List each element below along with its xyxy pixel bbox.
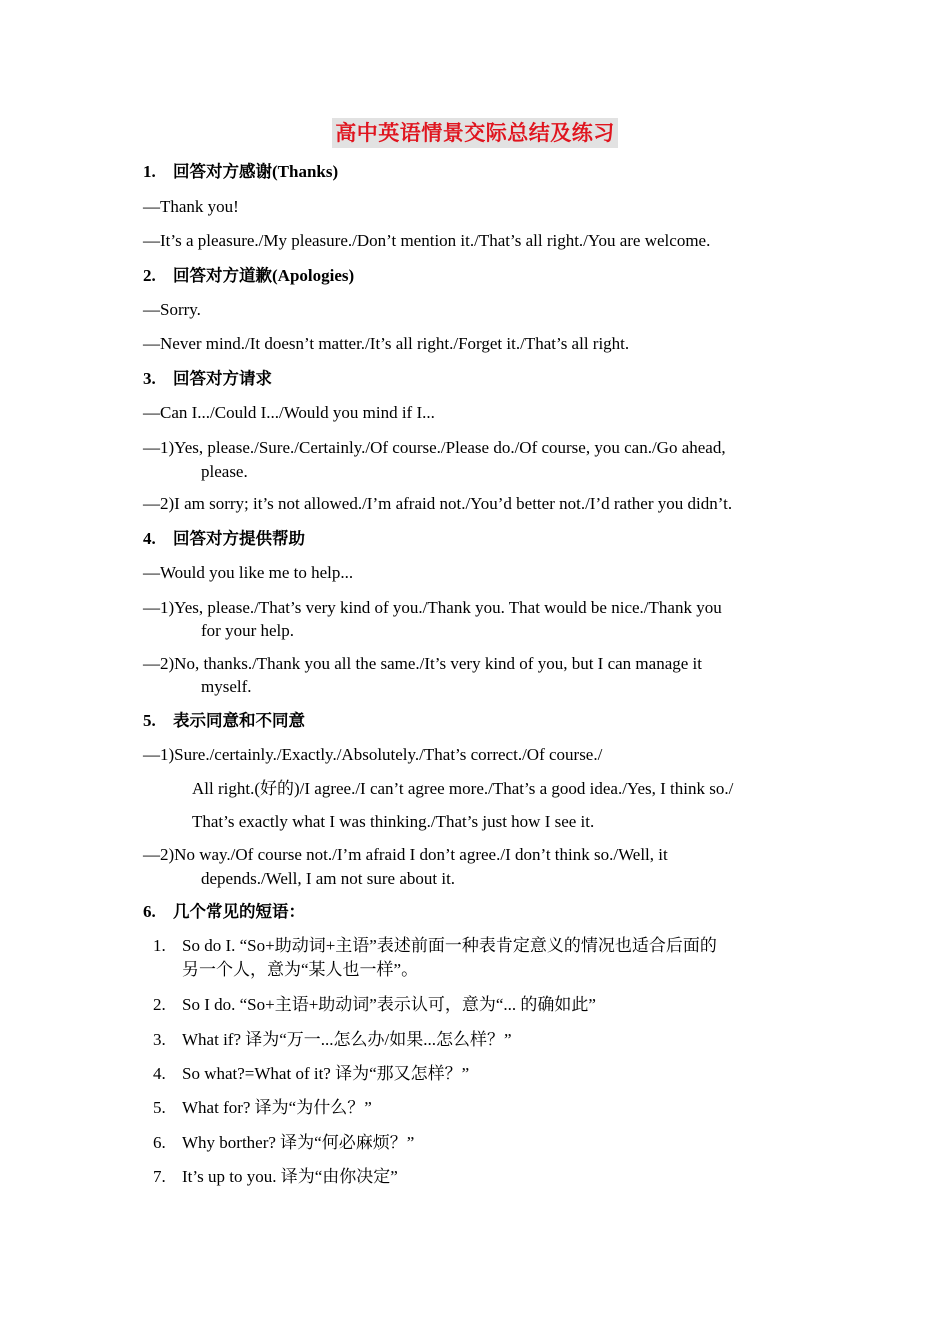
list-item-number: 4.: [153, 1064, 166, 1083]
dialogue-line: —It’s a pleasure./My pleasure./Don’t mention it./That’s all right./You are welcome.: [143, 231, 711, 250]
phrase-list-item: [153, 934, 717, 957]
section-heading-apologies: [143, 264, 354, 287]
dialogue-line-continuation: myself.: [201, 677, 252, 696]
dialogue-line: —Sorry.: [143, 300, 201, 319]
dialogue-line: —2)No, thanks./Thank you all the same./It’s very kind of you, but I can manage it: [143, 654, 702, 673]
section-heading-cn: 回答对方道歉: [173, 266, 272, 285]
section-heading-agreement: [143, 709, 305, 732]
dialogue-line: —1)Yes, please./Sure./Certainly./Of course./Please do./Of course, you can./Go ahead,: [143, 438, 726, 457]
dialogue-line: —2)No way./Of course not./I’m afraid I don’t agree./I don’t think so./Well, it: [143, 845, 668, 864]
dialogue-line: —1)Yes, please./That’s very kind of you./Thank you. That would be nice./Thank you: [143, 598, 722, 617]
list-item-text: Why borther? 译为“何必麻烦？”: [182, 1133, 415, 1152]
list-item-text: What for? 译为“为什么？”: [182, 1098, 372, 1117]
dialogue-line-continuation: for your help.: [201, 621, 295, 640]
section-number: 6.: [143, 902, 156, 921]
section-number: 4.: [143, 529, 156, 548]
section-heading-cn: 几个常见的短语：: [173, 902, 305, 921]
list-item-number: 7.: [153, 1167, 166, 1186]
section-heading-cn: 回答对方提供帮助: [173, 529, 305, 548]
list-item-continuation: 另一个人，意为“某人也一样”。: [182, 960, 419, 979]
dialogue-line-indented: All right.(好的)/I agree./I can’t agree more./That’s a good idea./Yes, I think so./: [192, 779, 734, 798]
section-number: 1.: [143, 162, 156, 181]
list-item-number: 1.: [153, 936, 166, 955]
section-heading-requests: [143, 367, 272, 390]
section-heading-phrases: [143, 900, 305, 923]
phrase-list-item: [153, 1131, 414, 1154]
section-number: 2.: [143, 266, 156, 285]
list-item-number: 3.: [153, 1030, 166, 1049]
phrase-list-item: [153, 1028, 512, 1051]
list-item-text: So do I. “So+助动词+主语”表述前面一种表肯定意义的情况也适合后面的: [182, 936, 717, 955]
list-item-text: What if? 译为“万一...怎么办/如果...怎么样？”: [182, 1030, 512, 1049]
list-item-text: So what?=What of it? 译为“那又怎样？”: [182, 1064, 470, 1083]
phrase-list-item: [153, 993, 596, 1016]
list-item-text: So I do. “So+主语+助动词”表示认可，意为“... 的确如此”: [182, 995, 596, 1014]
phrase-list-item: [153, 1165, 398, 1188]
section-number: 5.: [143, 711, 156, 730]
list-item-number: 2.: [153, 995, 166, 1014]
section-number: 3.: [143, 369, 156, 388]
list-item-number: 6.: [153, 1133, 166, 1152]
dialogue-line: —2)I am sorry; it’s not allowed./I’m afraid not./You’d better not./I’d rather you didn’t.: [143, 494, 733, 513]
list-item-number: 5.: [153, 1098, 166, 1117]
dialogue-line: —Would you like me to help...: [143, 563, 354, 582]
dialogue-line: —Can I.../Could I.../Would you mind if I...: [143, 403, 435, 422]
section-heading-offers: [143, 527, 305, 550]
phrase-list-item: [153, 1096, 372, 1119]
dialogue-line-continuation: please.: [201, 462, 248, 481]
section-heading-thanks: [143, 160, 338, 183]
title-container: [0, 118, 950, 148]
dialogue-line: —1)Sure./certainly./Exactly./Absolutely./That’s correct./Of course./: [143, 745, 603, 764]
phrase-list-item: [153, 1062, 469, 1085]
section-heading-en: (Apologies): [272, 266, 355, 285]
section-heading-en: (Thanks): [272, 162, 339, 181]
section-heading-cn: 回答对方感谢: [173, 162, 272, 181]
section-heading-cn: 回答对方请求: [173, 369, 272, 388]
list-item-text: It’s up to you. 译为“由你决定”: [182, 1167, 398, 1186]
page-title: 高中英语情景交际总结及练习: [332, 118, 618, 148]
dialogue-line-indented: That’s exactly what I was thinking./That’s just how I see it.: [192, 812, 595, 831]
dialogue-line: —Never mind./It doesn’t matter./It’s all right./Forget it./That’s all right.: [143, 334, 630, 353]
section-heading-cn: 表示同意和不同意: [173, 711, 305, 730]
dialogue-line: —Thank you!: [143, 197, 239, 216]
dialogue-line-continuation: depends./Well, I am not sure about it.: [201, 869, 456, 888]
